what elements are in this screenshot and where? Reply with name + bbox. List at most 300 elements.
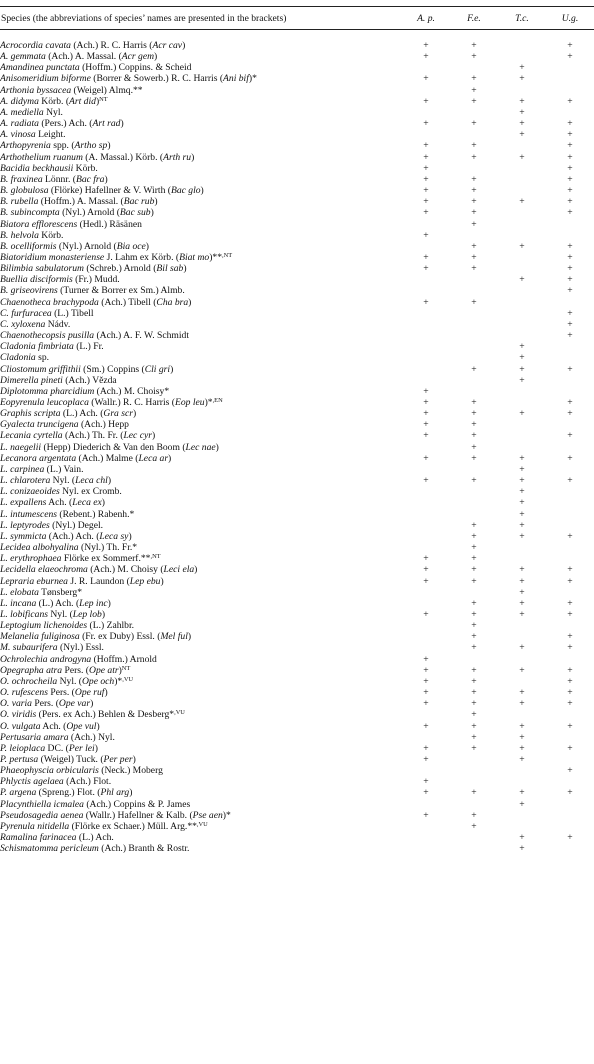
- species-name-cell: [0, 475, 402, 486]
- species-text: ): [154, 51, 158, 63]
- species-text: Ope atr: [89, 664, 119, 676]
- presence-cell-u-g: [546, 553, 594, 564]
- species-name-cell: [0, 386, 402, 397]
- species-text: Nyl. (: [57, 675, 82, 687]
- column-header-u-g: U.g.: [546, 7, 594, 30]
- species-text: Bac rub: [123, 196, 155, 208]
- presence-cell-f-e: +: [471, 553, 477, 565]
- presence-cell-t-c: +: [519, 151, 525, 163]
- presence-cell-f-e: [450, 497, 498, 508]
- species-text: Ope var: [58, 698, 91, 710]
- species-text: Nádv.: [45, 318, 71, 330]
- presence-cell-t-c: +: [519, 106, 525, 118]
- species-text: (Hepp) Diederich & Van den Boom (: [41, 441, 186, 453]
- presence-cell-f-e: [450, 230, 498, 241]
- presence-cell-a-p: [402, 709, 450, 720]
- table-row: [0, 207, 594, 218]
- presence-cell-f-e: +: [471, 620, 477, 632]
- species-text: ): [132, 408, 137, 420]
- presence-cell-u-g: [546, 776, 594, 787]
- presence-cell-f-e: +: [471, 408, 477, 420]
- presence-cell-f-e: +: [471, 675, 477, 687]
- presence-cell-f-e: [450, 62, 498, 73]
- table-row: [0, 542, 594, 553]
- presence-cell-f-e: +: [471, 73, 477, 85]
- species-text: ): [107, 140, 111, 152]
- species-text: Bac fra: [75, 173, 105, 185]
- species-text: L. leptyrodes: [0, 519, 50, 531]
- table-row: [0, 553, 594, 564]
- species-text: (Pers. ex Ach.) Behlen & Desberg*: [36, 709, 175, 721]
- species-text: A. mediella: [0, 106, 44, 118]
- presence-cell-u-g: +: [567, 687, 573, 699]
- species-text: ): [150, 207, 154, 219]
- table-row: [0, 654, 594, 665]
- species-text: Lecidella elaeochroma: [0, 564, 88, 576]
- presence-cell-a-p: +: [423, 776, 429, 788]
- species-text: ): [183, 263, 187, 275]
- presence-cell-a-p: +: [423, 553, 429, 565]
- presence-cell-f-e: [450, 341, 498, 352]
- species-text: Leca ar: [138, 452, 169, 464]
- presence-cell-u-g: [546, 230, 594, 241]
- species-name-cell: [0, 85, 402, 96]
- presence-cell-f-e: +: [471, 664, 477, 676]
- table-row: [0, 464, 594, 475]
- presence-cell-a-p: +: [423, 51, 429, 63]
- species-name-cell: [0, 732, 402, 743]
- species-name-cell: [0, 118, 402, 129]
- presence-cell-f-e: [450, 285, 498, 296]
- presence-cell-u-g: +: [567, 675, 573, 687]
- presence-cell-t-c: [498, 285, 546, 296]
- presence-cell-t-c: [498, 174, 546, 185]
- species-text: Diplotomma pharcidium: [0, 385, 95, 397]
- presence-cell-a-p: [402, 765, 450, 776]
- species-name-cell: [0, 219, 402, 230]
- presence-cell-u-g: [546, 419, 594, 430]
- species-text: Art did: [69, 95, 96, 107]
- species-text: ): [194, 564, 198, 576]
- species-text: O. rufescens: [0, 687, 48, 699]
- presence-cell-u-g: +: [567, 698, 573, 710]
- species-text: )*: [222, 809, 231, 821]
- presence-cell-t-c: +: [519, 73, 525, 85]
- species-text: L. symmicta: [0, 530, 47, 542]
- presence-cell-a-p: +: [423, 575, 429, 587]
- presence-cell-u-g: +: [567, 162, 573, 174]
- presence-cell-f-e: +: [471, 240, 477, 252]
- presence-cell-f-e: +: [471, 720, 477, 732]
- presence-cell-t-c: [498, 263, 546, 274]
- species-text: ): [107, 597, 111, 609]
- table-row: [0, 843, 594, 854]
- presence-cell-f-e: +: [471, 608, 477, 620]
- species-text: (Nyl.) Th. Fr.*: [78, 542, 138, 554]
- presence-cell-u-g: +: [567, 832, 573, 844]
- presence-cell-a-p: +: [423, 452, 429, 464]
- presence-cell-a-p: [402, 509, 450, 520]
- presence-cell-f-e: +: [471, 698, 477, 710]
- species-text: Nyl. (: [50, 475, 76, 487]
- presence-cell-u-g: +: [567, 207, 573, 219]
- species-text: ): [129, 787, 133, 799]
- species-text: DC. (: [45, 742, 69, 754]
- species-text: Leca chl: [75, 475, 108, 487]
- species-text: Lönnr. (: [42, 173, 76, 185]
- presence-cell-t-c: +: [519, 608, 525, 620]
- presence-cell-u-g: +: [567, 564, 573, 576]
- table-row: [0, 665, 594, 676]
- presence-cell-t-c: +: [519, 118, 525, 130]
- species-text: Acrocordia cavata: [0, 40, 71, 51]
- species-name-cell: [0, 509, 402, 520]
- species-text: Lep lob: [72, 608, 102, 620]
- species-text: ): [90, 698, 94, 710]
- species-text: Arthonia byssacea: [0, 84, 72, 96]
- species-name-cell: [0, 542, 402, 553]
- table-row: [0, 263, 594, 274]
- species-text: (Wallr.) Hafellner & Kalb. (: [83, 809, 193, 821]
- presence-cell-f-e: [450, 799, 498, 810]
- species-text: Cladonia: [0, 352, 36, 364]
- species-text: ): [94, 742, 98, 754]
- status-superscript: NT: [99, 95, 108, 103]
- species-text: Gra scr: [103, 408, 133, 420]
- presence-cell-f-e: [450, 843, 498, 854]
- species-text: Pers. (: [62, 664, 90, 676]
- presence-cell-f-e: +: [471, 809, 477, 821]
- species-text: ): [191, 151, 195, 163]
- presence-cell-a-p: [402, 219, 450, 230]
- presence-cell-f-e: +: [471, 631, 477, 643]
- species-text: Lecidea albohyalina: [0, 542, 79, 554]
- species-name-cell: [0, 40, 402, 51]
- presence-cell-t-c: +: [519, 196, 525, 208]
- species-text: ): [182, 40, 186, 51]
- species-name-cell: [0, 520, 402, 531]
- presence-cell-t-c: [498, 140, 546, 151]
- table-row: [0, 419, 594, 430]
- table-row: [0, 352, 594, 363]
- presence-cell-f-e: +: [471, 118, 477, 130]
- presence-cell-a-p: +: [423, 720, 429, 732]
- presence-cell-f-e: [450, 832, 498, 843]
- presence-cell-f-e: [450, 486, 498, 497]
- presence-cell-f-e: +: [471, 542, 477, 554]
- table-row: [0, 62, 594, 73]
- presence-cell-t-c: +: [519, 664, 525, 676]
- presence-cell-f-e: [450, 765, 498, 776]
- presence-cell-u-g: +: [567, 765, 573, 777]
- presence-cell-a-p: +: [423, 173, 429, 185]
- species-text: ): [154, 196, 158, 208]
- species-name-cell: [0, 107, 402, 118]
- presence-cell-a-p: [402, 364, 450, 375]
- table-row: [0, 297, 594, 308]
- presence-cell-t-c: +: [519, 597, 525, 609]
- species-text: ): [118, 664, 122, 676]
- species-text: Artho sp: [74, 140, 108, 152]
- species-text: Arthothelium ruanum: [0, 151, 83, 163]
- species-name-cell: [0, 252, 402, 263]
- species-text: (Hoffm.) A. Massal. (: [38, 196, 124, 208]
- species-text: (Pers.) Ach. (: [38, 118, 93, 130]
- table-row: [0, 107, 594, 118]
- species-text: A. didyma: [0, 95, 39, 107]
- presence-cell-u-g: [546, 442, 594, 453]
- presence-cell-a-p: [402, 308, 450, 319]
- table-body: [0, 40, 594, 854]
- table-row: [0, 754, 594, 765]
- table-row: [0, 787, 594, 798]
- species-text: ): [170, 363, 174, 375]
- species-text: (L.) Fr.: [73, 341, 104, 353]
- presence-cell-t-c: [498, 419, 546, 430]
- presence-cell-a-p: +: [423, 430, 429, 442]
- species-text: (L.) Ach. (: [60, 408, 104, 420]
- species-text: Ach. (: [40, 720, 67, 732]
- presence-cell-t-c: [498, 810, 546, 821]
- presence-cell-a-p: +: [423, 251, 429, 263]
- species-text: L. lobificans: [0, 608, 48, 620]
- presence-cell-a-p: +: [423, 185, 429, 197]
- presence-cell-u-g: [546, 85, 594, 96]
- species-text: Arth ru: [163, 151, 192, 163]
- presence-cell-f-e: [450, 330, 498, 341]
- table-row: [0, 453, 594, 464]
- species-text: O. ochrocheila: [0, 675, 58, 687]
- presence-cell-a-p: +: [423, 73, 429, 85]
- presence-cell-t-c: +: [519, 698, 525, 710]
- table-row: [0, 319, 594, 330]
- presence-cell-t-c: [498, 85, 546, 96]
- species-text: Phaeophyscia orbicularis: [0, 765, 99, 777]
- table-row: [0, 375, 594, 386]
- presence-cell-u-g: [546, 542, 594, 553]
- species-name-cell: [0, 587, 402, 598]
- species-text: (Hoffm.) Coppins. & Scheid: [79, 62, 192, 74]
- species-text: (Ach.) Coppins & P. James: [83, 798, 191, 810]
- species-name-cell: [0, 799, 402, 810]
- species-text: (Sm.) Coppins (: [80, 363, 145, 375]
- presence-cell-u-g: +: [567, 51, 573, 63]
- table-row: [0, 821, 594, 832]
- presence-cell-f-e: [450, 308, 498, 319]
- presence-cell-a-p: [402, 319, 450, 330]
- presence-cell-t-c: +: [519, 754, 525, 765]
- presence-cell-f-e: [450, 654, 498, 665]
- species-name-cell: [0, 832, 402, 843]
- presence-cell-a-p: [402, 620, 450, 631]
- presence-cell-u-g: [546, 486, 594, 497]
- species-text: A. gemmata: [0, 51, 46, 63]
- table-row: [0, 687, 594, 698]
- species-text: (Ach.) M. Choisy (: [87, 564, 164, 576]
- presence-cell-u-g: +: [567, 597, 573, 609]
- column-header-f-e: F.e.: [450, 7, 498, 30]
- presence-cell-a-p: [402, 107, 450, 118]
- table-row: [0, 732, 594, 743]
- presence-cell-f-e: +: [471, 564, 477, 576]
- presence-cell-a-p: +: [423, 263, 429, 275]
- species-name-cell: [0, 207, 402, 218]
- presence-cell-u-g: [546, 297, 594, 308]
- presence-cell-f-e: +: [471, 731, 477, 743]
- presence-cell-u-g: [546, 464, 594, 475]
- presence-cell-u-g: +: [567, 251, 573, 263]
- species-name-cell: [0, 430, 402, 441]
- presence-cell-t-c: +: [519, 530, 525, 542]
- species-text: ): [188, 296, 192, 308]
- presence-cell-t-c: +: [519, 508, 525, 520]
- species-text: Cli gri: [144, 363, 171, 375]
- species-text: (Ach.) Malme (: [76, 452, 139, 464]
- presence-cell-t-c: [498, 40, 546, 51]
- species-text: Biat mo: [179, 251, 210, 263]
- presence-cell-a-p: +: [423, 787, 429, 799]
- species-text: Nyl. (: [47, 608, 73, 620]
- presence-cell-a-p: +: [423, 809, 429, 821]
- presence-cell-a-p: +: [423, 754, 429, 765]
- presence-cell-u-g: [546, 352, 594, 363]
- species-text: ): [160, 575, 164, 587]
- species-text: L. elobata: [0, 586, 39, 598]
- presence-cell-f-e: [450, 352, 498, 363]
- species-text: Arthopyrenia: [0, 140, 51, 152]
- table-row: [0, 274, 594, 285]
- species-table: [0, 6, 594, 854]
- presence-cell-u-g: +: [567, 40, 573, 51]
- presence-cell-a-p: +: [423, 162, 429, 174]
- species-name-cell: [0, 73, 402, 84]
- species-text: C. xyloxena: [0, 318, 46, 330]
- species-name-cell: [0, 129, 402, 140]
- species-text: Flörke ex Sommerf.**: [61, 553, 151, 565]
- presence-cell-t-c: +: [519, 486, 525, 498]
- presence-cell-a-p: [402, 642, 450, 653]
- species-name-cell: [0, 698, 402, 709]
- species-text: Körb. (: [38, 95, 70, 107]
- presence-cell-a-p: +: [423, 742, 429, 754]
- presence-cell-a-p: [402, 442, 450, 453]
- presence-cell-f-e: [450, 163, 498, 174]
- species-name-cell: [0, 598, 402, 609]
- presence-cell-t-c: [498, 397, 546, 408]
- presence-cell-t-c: [498, 319, 546, 330]
- species-text: Ani bif: [223, 73, 249, 85]
- species-text: (Schreb.) Arnold (: [83, 263, 157, 275]
- table-row: [0, 598, 594, 609]
- presence-cell-a-p: [402, 520, 450, 531]
- species-text: (Flörke ex Schaer.) Müll. Arg.**: [69, 820, 197, 832]
- presence-cell-u-g: +: [567, 430, 573, 442]
- species-text: (Nyl.) Arnold (: [56, 240, 117, 252]
- table-row: [0, 129, 594, 140]
- table-row: [0, 140, 594, 151]
- presence-cell-u-g: [546, 732, 594, 743]
- species-text: Cha bra: [156, 296, 189, 308]
- species-text: ): [200, 185, 204, 197]
- species-text: spp. (: [50, 140, 75, 152]
- species-text: (Ach.) Vězda: [62, 374, 117, 386]
- presence-cell-t-c: +: [519, 687, 525, 699]
- presence-cell-a-p: +: [423, 40, 429, 51]
- species-text: ): [128, 530, 132, 542]
- species-text: sp.: [35, 352, 50, 364]
- table-row: [0, 196, 594, 207]
- presence-cell-u-g: [546, 107, 594, 118]
- species-text: O. varia: [0, 698, 32, 710]
- species-text: Leca ex: [72, 497, 102, 509]
- presence-cell-f-e: [450, 274, 498, 285]
- presence-cell-a-p: +: [423, 698, 429, 710]
- species-name-cell: [0, 620, 402, 631]
- presence-cell-t-c: [498, 654, 546, 665]
- species-text: B. fraxinea: [0, 173, 43, 185]
- species-text: Lec nae: [185, 441, 216, 453]
- presence-cell-t-c: [498, 676, 546, 687]
- species-text: (L.) Zahlbr.: [87, 620, 135, 632]
- species-text: Schismatomma pericleum: [0, 843, 99, 855]
- presence-cell-t-c: [498, 821, 546, 832]
- presence-cell-u-g: [546, 509, 594, 520]
- presence-cell-a-p: [402, 285, 450, 296]
- table-row: [0, 219, 594, 230]
- species-text: P. leioplaca: [0, 742, 46, 754]
- species-text: ): [101, 608, 106, 620]
- presence-cell-f-e: +: [471, 687, 477, 699]
- species-text: Nyl. ex Cromb.: [59, 486, 122, 498]
- species-text: (Neck.) Moberg: [98, 765, 163, 777]
- species-name-cell: [0, 709, 402, 720]
- presence-cell-a-p: [402, 486, 450, 497]
- table-row: [0, 676, 594, 687]
- species-text: Ope ruf: [74, 687, 105, 699]
- presence-cell-f-e: +: [471, 51, 477, 63]
- species-text: L. chlarotera: [0, 475, 51, 487]
- presence-cell-u-g: [546, 654, 594, 665]
- status-superscript: ,NT: [222, 251, 233, 259]
- species-text: (Ach.) Th. Fr. (: [62, 430, 124, 442]
- species-text: (Hedl.) Räsänen: [77, 218, 142, 230]
- presence-cell-u-g: +: [567, 240, 573, 252]
- presence-cell-a-p: +: [423, 397, 429, 408]
- species-text: Pyrenula nitidella: [0, 820, 70, 832]
- species-text: Bac sub: [119, 207, 151, 219]
- presence-cell-u-g: [546, 497, 594, 508]
- species-text: (Ach.) Hepp: [78, 419, 129, 431]
- species-text: A. vinosa: [0, 129, 36, 141]
- presence-cell-f-e: +: [471, 218, 477, 230]
- presence-cell-t-c: +: [519, 408, 525, 420]
- species-text: )*: [114, 675, 123, 687]
- species-text: )*: [248, 73, 257, 85]
- presence-cell-u-g: +: [567, 452, 573, 464]
- presence-cell-t-c: [498, 252, 546, 263]
- presence-cell-t-c: [498, 631, 546, 642]
- presence-cell-t-c: +: [519, 642, 525, 654]
- species-text: Graphis scripta: [0, 408, 61, 420]
- species-text: Ochrolechia androgyna: [0, 653, 92, 665]
- species-name-cell: [0, 319, 402, 330]
- species-name-cell: [0, 330, 402, 341]
- presence-cell-f-e: +: [471, 196, 477, 208]
- presence-cell-f-e: +: [471, 787, 477, 799]
- presence-cell-t-c: +: [519, 586, 525, 598]
- table-row: [0, 721, 594, 732]
- species-text: ): [187, 631, 192, 643]
